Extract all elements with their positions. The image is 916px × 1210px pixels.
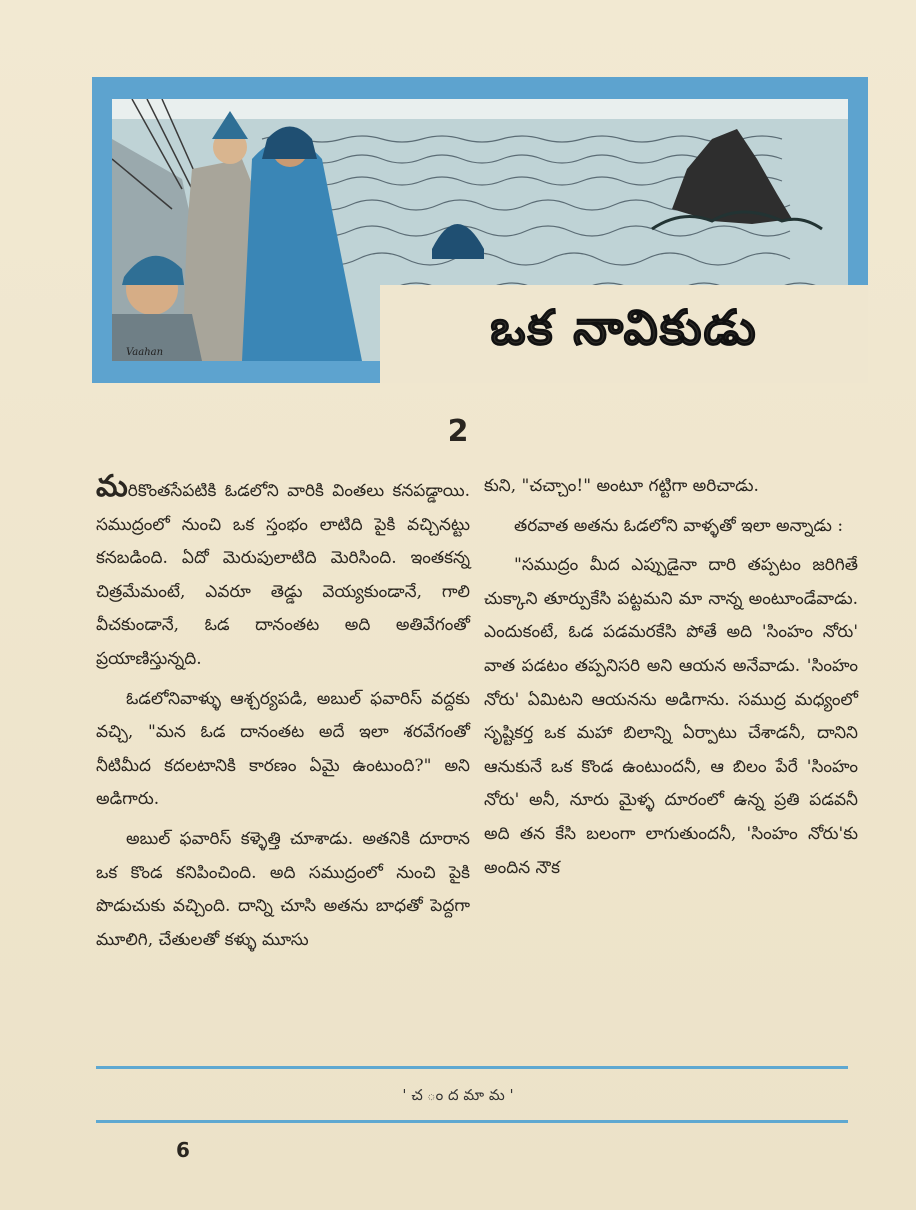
paragraph: అబుల్ ఫవారిస్ కళ్ళెత్తి చూశాడు. అతనికి దూరాన ఒక కొండ కనిపించింది. అది సముద్రంలో నుంచి పైకి పొడుచుకు వచ్చింది. దాన్ని చూసి అతను బాధతో పెద్దగా మూలిగి, చేతులతో కళ్ళు మూసు xyxy=(96,828,470,950)
paragraph xyxy=(96,470,470,677)
right-text-column xyxy=(484,470,858,891)
paragraph: తరవాత అతను ఓడలోని వాళ్ళతో ఇలా అన్నాడు : xyxy=(514,515,844,536)
paragraph: ఓడలోనివాళ్ళు ఆశ్చర్యపడి, అబుల్ ఫవారిస్ వద్దకు వచ్చి, "మన ఓడ దానంతట అదే ఇలా శరవేగంతో నీటిమీద కదలటానికి కారణం ఏమై ఉంటుంది?" అని అడిగారు. xyxy=(96,688,470,810)
footer-rule-bottom xyxy=(96,1120,848,1123)
drop-cap: మ xyxy=(96,469,128,504)
paragraph-text: రికొంతసేపటికి ఓడలోని వారికి వింతలు కనపడ్డాయి. సముద్రంలో నుంచి ఒక స్తంభం లాటిది పైకి వచ్చినట్టు కనబడింది. ఏదో మెరుపులాటిది మెరిసింది. ఇంతకన్న చిత్రమేమంటే, ఎవరూ తెడ్డు వెయ్యకుండానే, గాలి వీచకుండానే, ఓడ దానంతట అది అతివేగంతో ప్రయాణిస్తున్నది. xyxy=(96,481,470,669)
left-text-column xyxy=(96,470,470,963)
artist-signature: Vaahan xyxy=(126,347,164,358)
magazine-name: ' చ ం ద మా మ ' xyxy=(402,1086,514,1104)
page-number: 6 xyxy=(176,1138,190,1162)
story-banner xyxy=(92,77,868,383)
footer-rule-top xyxy=(96,1066,848,1069)
title-panel xyxy=(380,285,868,383)
paragraph: "సముద్రం మీద ఎప్పుడైనా దారి తప్పటం జరిగితే చుక్కాని తూర్పుకేసి పట్టమని మా నాన్న అంటూండేవాడు. ఎందుకంటే, ఓడ పడమరకేసి పోతే అది 'సింహం నోరు' వాత పడటం తప్పనిసరి అని ఆయన అనేవాడు. 'సింహం నోరు' ఏమిటని ఆయనను అడిగాను. సముద్ర మధ్యంలో సృష్టికర్త ఒక మహా బిలాన్ని ఏర్పాటు చేశాడనీ, దానిని ఆనుకునే ఒక కొండ ఉంటుందనీ, ఆ బిలం పేరే 'సింహం నోరు' అనీ, నూరు మైళ్ళ దూరంలో ఉన్న ప్రతి పడవనీ అది తన కేసి బలంగా లాగుతుందనీ, 'సింహం నోరు'కు అందిన నౌక xyxy=(484,555,858,878)
story-title: ఒక నావికుడు xyxy=(490,300,758,356)
paragraph: కుని, "చచ్చాం!" అంటూ గట్టిగా అరిచాడు. xyxy=(484,476,759,496)
chapter-number: 2 xyxy=(447,414,469,449)
